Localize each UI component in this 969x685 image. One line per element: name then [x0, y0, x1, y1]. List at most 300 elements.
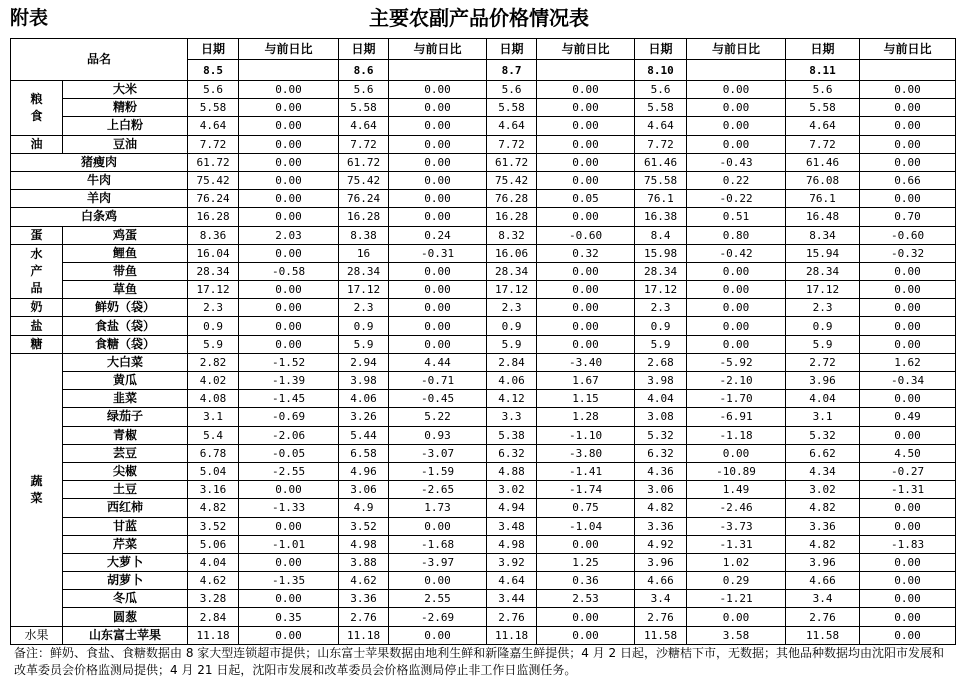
price-cell: 4.66	[635, 572, 687, 590]
date-value-header: 8.10	[635, 60, 687, 81]
change-cell: 1.28	[537, 408, 635, 426]
change-cell: 0.00	[389, 299, 487, 317]
table-row	[11, 444, 956, 462]
change-cell: 0.00	[687, 317, 786, 335]
price-cell: 3.88	[339, 553, 389, 571]
change-cell: -1.59	[389, 462, 487, 480]
price-cell: 3.92	[487, 553, 537, 571]
change-header-blank	[687, 60, 786, 81]
item-name: 鲤鱼	[63, 244, 188, 262]
change-cell: 0.00	[389, 335, 487, 353]
item-name: 食糖（袋）	[63, 335, 188, 353]
item-name: 芹菜	[63, 535, 188, 553]
change-cell: 0.00	[687, 99, 786, 117]
change-cell: 4.50	[860, 444, 956, 462]
change-cell: -0.32	[860, 244, 956, 262]
price-cell: 3.44	[487, 590, 537, 608]
item-name: 精粉	[63, 99, 188, 117]
date-column-header: 日期	[635, 39, 687, 60]
change-cell: 3.58	[687, 626, 786, 644]
price-cell: 76.08	[786, 171, 860, 189]
change-cell: 0.00	[860, 117, 956, 135]
price-cell: 4.66	[786, 572, 860, 590]
category-text: 水产品	[30, 246, 43, 295]
change-cell: 1.73	[389, 499, 487, 517]
price-cell: 76.24	[188, 190, 239, 208]
change-cell: 0.24	[389, 226, 487, 244]
price-cell: 61.46	[635, 153, 687, 171]
item-name: 尖椒	[63, 462, 188, 480]
change-cell: -2.65	[389, 481, 487, 499]
change-cell: -3.73	[687, 517, 786, 535]
price-cell: 5.9	[487, 335, 537, 353]
price-cell: 6.32	[635, 444, 687, 462]
price-cell: 5.44	[339, 426, 389, 444]
header-row-labels	[11, 39, 956, 60]
price-cell: 5.6	[786, 81, 860, 99]
change-cell: -1.01	[239, 535, 339, 553]
price-cell: 28.34	[188, 262, 239, 280]
price-cell: 5.9	[188, 335, 239, 353]
change-cell: 0.00	[860, 335, 956, 353]
price-cell: 4.62	[188, 572, 239, 590]
category-text: 盐	[30, 318, 43, 333]
table-row	[11, 135, 956, 153]
price-cell: 3.28	[188, 590, 239, 608]
change-cell: 0.00	[239, 153, 339, 171]
change-column-header: 与前日比	[860, 39, 956, 60]
item-name: 胡萝卜	[63, 572, 188, 590]
change-cell: 0.00	[860, 299, 956, 317]
price-cell: 3.36	[786, 517, 860, 535]
table-row	[11, 426, 956, 444]
price-cell: 4.98	[339, 535, 389, 553]
price-cell: 4.96	[339, 462, 389, 480]
table-row	[11, 517, 956, 535]
price-cell: 61.72	[188, 153, 239, 171]
price-cell: 4.82	[188, 499, 239, 517]
change-cell: 0.00	[537, 317, 635, 335]
category-label	[11, 353, 63, 626]
change-cell: 0.00	[239, 590, 339, 608]
change-cell: -0.42	[687, 244, 786, 262]
price-cell: 16	[339, 244, 389, 262]
category-label	[11, 626, 63, 644]
change-cell: -0.34	[860, 372, 956, 390]
change-cell: -2.10	[687, 372, 786, 390]
price-cell: 5.9	[786, 335, 860, 353]
price-cell: 75.58	[635, 171, 687, 189]
price-cell: 17.12	[188, 281, 239, 299]
change-cell: 0.00	[860, 572, 956, 590]
price-cell: 2.84	[487, 353, 537, 371]
item-name: 牛肉	[11, 171, 188, 189]
price-cell: 7.72	[786, 135, 860, 153]
price-cell: 11.58	[786, 626, 860, 644]
price-cell: 5.4	[188, 426, 239, 444]
price-cell: 76.28	[487, 190, 537, 208]
table-row	[11, 153, 956, 171]
change-cell: 2.03	[239, 226, 339, 244]
change-cell: 0.35	[239, 608, 339, 626]
change-cell: 0.00	[687, 117, 786, 135]
change-cell: 0.00	[860, 81, 956, 99]
table-row	[11, 226, 956, 244]
change-cell: -0.22	[687, 190, 786, 208]
price-cell: 4.82	[635, 499, 687, 517]
table-body	[11, 81, 956, 645]
price-cell: 2.3	[188, 299, 239, 317]
price-cell: 61.72	[339, 153, 389, 171]
change-cell: 0.36	[537, 572, 635, 590]
table-row	[11, 262, 956, 280]
change-cell: 0.75	[537, 499, 635, 517]
item-name: 羊肉	[11, 190, 188, 208]
price-cell: 2.68	[635, 353, 687, 371]
change-cell: -0.45	[389, 390, 487, 408]
change-cell: 0.00	[537, 153, 635, 171]
price-cell: 75.42	[339, 171, 389, 189]
price-cell: 16.28	[339, 208, 389, 226]
change-cell: 0.00	[239, 99, 339, 117]
item-name: 白条鸡	[11, 208, 188, 226]
price-cell: 4.64	[487, 117, 537, 135]
table-row	[11, 372, 956, 390]
price-cell: 2.3	[339, 299, 389, 317]
change-cell: 0.00	[860, 499, 956, 517]
price-cell: 4.06	[487, 372, 537, 390]
change-cell: 0.00	[389, 190, 487, 208]
change-cell: -3.97	[389, 553, 487, 571]
change-cell: 4.44	[389, 353, 487, 371]
price-cell: 4.64	[188, 117, 239, 135]
change-cell: 0.00	[537, 81, 635, 99]
change-cell: 0.29	[687, 572, 786, 590]
price-cell: 76.1	[635, 190, 687, 208]
date-value-header: 8.6	[339, 60, 389, 81]
price-cell: 5.58	[339, 99, 389, 117]
change-cell: 1.25	[537, 553, 635, 571]
price-cell: 5.38	[487, 426, 537, 444]
change-cell: 0.00	[687, 135, 786, 153]
item-name: 山东富士苹果	[63, 626, 188, 644]
change-cell: 0.00	[687, 299, 786, 317]
change-cell: -10.89	[687, 462, 786, 480]
table-row	[11, 590, 956, 608]
change-cell: 0.00	[239, 517, 339, 535]
category-text: 糖	[30, 336, 43, 351]
price-cell: 8.34	[786, 226, 860, 244]
change-cell: 0.80	[687, 226, 786, 244]
price-cell: 3.02	[786, 481, 860, 499]
price-cell: 2.76	[487, 608, 537, 626]
change-cell: 0.00	[239, 244, 339, 262]
change-cell: -2.55	[239, 462, 339, 480]
change-cell: -1.39	[239, 372, 339, 390]
price-cell: 2.76	[339, 608, 389, 626]
change-cell: 0.00	[860, 390, 956, 408]
change-cell: 0.00	[239, 317, 339, 335]
price-cell: 4.12	[487, 390, 537, 408]
price-cell: 16.48	[786, 208, 860, 226]
price-cell: 4.92	[635, 535, 687, 553]
table-row	[11, 317, 956, 335]
change-cell: 0.00	[860, 281, 956, 299]
change-cell: -0.58	[239, 262, 339, 280]
change-cell: 0.00	[389, 81, 487, 99]
table-row	[11, 499, 956, 517]
item-name: 大米	[63, 81, 188, 99]
price-cell: 5.58	[188, 99, 239, 117]
item-name: 青椒	[63, 426, 188, 444]
change-cell: 0.00	[389, 171, 487, 189]
price-cell: 4.64	[786, 117, 860, 135]
change-cell: 0.00	[537, 335, 635, 353]
category-label	[11, 226, 63, 244]
price-cell: 16.04	[188, 244, 239, 262]
item-name: 上白粉	[63, 117, 188, 135]
table-row	[11, 99, 956, 117]
price-cell: 61.46	[786, 153, 860, 171]
change-cell: 0.00	[239, 281, 339, 299]
price-cell: 11.18	[339, 626, 389, 644]
price-cell: 2.84	[188, 608, 239, 626]
change-cell: 0.00	[239, 481, 339, 499]
price-cell: 4.06	[339, 390, 389, 408]
item-name: 黄瓜	[63, 372, 188, 390]
change-cell: 0.00	[389, 517, 487, 535]
price-cell: 5.58	[635, 99, 687, 117]
change-cell: -1.35	[239, 572, 339, 590]
change-cell: 1.62	[860, 353, 956, 371]
price-cell: 28.34	[635, 262, 687, 280]
price-cell: 3.02	[487, 481, 537, 499]
change-cell: -2.69	[389, 608, 487, 626]
price-cell: 5.6	[188, 81, 239, 99]
price-cell: 8.38	[339, 226, 389, 244]
category-text: 粮食	[30, 91, 43, 123]
date-value-header: 8.5	[188, 60, 239, 81]
table-row	[11, 117, 956, 135]
price-cell: 4.36	[635, 462, 687, 480]
category-label	[11, 335, 63, 353]
change-cell: 0.00	[860, 99, 956, 117]
change-cell: -0.27	[860, 462, 956, 480]
price-cell: 2.76	[786, 608, 860, 626]
price-cell: 3.4	[635, 590, 687, 608]
category-text: 蛋	[30, 227, 43, 242]
price-cell: 5.04	[188, 462, 239, 480]
category-text: 油	[30, 136, 43, 151]
price-cell: 4.08	[188, 390, 239, 408]
price-cell: 28.34	[339, 262, 389, 280]
price-cell: 61.72	[487, 153, 537, 171]
change-cell: 0.00	[239, 135, 339, 153]
change-cell: 0.00	[389, 153, 487, 171]
price-cell: 0.9	[188, 317, 239, 335]
category-label	[11, 135, 63, 153]
price-cell: 8.32	[487, 226, 537, 244]
change-cell: 0.00	[537, 262, 635, 280]
appendix-label: 附表	[10, 7, 49, 29]
change-cell: -1.18	[687, 426, 786, 444]
change-cell: 0.00	[537, 208, 635, 226]
change-column-header: 与前日比	[389, 39, 487, 60]
price-cell: 3.16	[188, 481, 239, 499]
price-cell: 4.94	[487, 499, 537, 517]
change-cell: 0.00	[239, 335, 339, 353]
change-cell: 0.00	[537, 299, 635, 317]
change-cell: 0.00	[389, 626, 487, 644]
price-cell: 3.4	[786, 590, 860, 608]
price-cell: 6.58	[339, 444, 389, 462]
change-cell: -2.46	[687, 499, 786, 517]
price-cell: 0.9	[339, 317, 389, 335]
price-cell: 5.9	[339, 335, 389, 353]
price-cell: 3.48	[487, 517, 537, 535]
price-cell: 8.36	[188, 226, 239, 244]
price-cell: 5.58	[487, 99, 537, 117]
change-cell: 0.00	[860, 553, 956, 571]
price-cell: 2.72	[786, 353, 860, 371]
change-cell: 0.00	[537, 117, 635, 135]
category-label	[11, 81, 63, 136]
price-cell: 28.34	[786, 262, 860, 280]
change-cell: -6.91	[687, 408, 786, 426]
change-cell: 0.00	[239, 553, 339, 571]
table-row	[11, 462, 956, 480]
change-cell: -0.60	[537, 226, 635, 244]
price-cell: 7.72	[188, 135, 239, 153]
price-cell: 5.9	[635, 335, 687, 353]
price-cell: 75.42	[487, 171, 537, 189]
change-cell: 0.00	[389, 99, 487, 117]
change-cell: -1.41	[537, 462, 635, 480]
change-cell: -0.71	[389, 372, 487, 390]
change-cell: 0.00	[537, 608, 635, 626]
price-cell: 2.94	[339, 353, 389, 371]
change-cell: -1.68	[389, 535, 487, 553]
item-name: 草鱼	[63, 281, 188, 299]
price-cell: 3.98	[339, 372, 389, 390]
table-header	[11, 39, 956, 81]
change-cell: 0.00	[860, 317, 956, 335]
price-cell: 0.9	[786, 317, 860, 335]
price-cell: 4.82	[786, 499, 860, 517]
price-cell: 3.1	[188, 408, 239, 426]
change-cell: -1.70	[687, 390, 786, 408]
table-row	[11, 572, 956, 590]
change-cell: -3.40	[537, 353, 635, 371]
price-cell: 2.76	[635, 608, 687, 626]
change-header-blank	[239, 60, 339, 81]
change-cell: 0.00	[860, 190, 956, 208]
change-cell: 1.15	[537, 390, 635, 408]
price-cell: 4.64	[635, 117, 687, 135]
change-cell: -1.10	[537, 426, 635, 444]
item-name: 大白菜	[63, 353, 188, 371]
price-cell: 11.58	[635, 626, 687, 644]
table-row	[11, 553, 956, 571]
change-cell: -1.83	[860, 535, 956, 553]
change-cell: 0.00	[537, 281, 635, 299]
price-cell: 16.06	[487, 244, 537, 262]
price-cell: 6.62	[786, 444, 860, 462]
price-cell: 17.12	[487, 281, 537, 299]
change-cell: 0.66	[860, 171, 956, 189]
change-cell: 0.00	[537, 171, 635, 189]
table-row	[11, 408, 956, 426]
change-cell: -2.06	[239, 426, 339, 444]
table-row	[11, 208, 956, 226]
change-cell: 0.00	[860, 153, 956, 171]
change-cell: 0.00	[687, 281, 786, 299]
change-cell: -5.92	[687, 353, 786, 371]
price-cell: 15.94	[786, 244, 860, 262]
price-cell: 11.18	[188, 626, 239, 644]
change-cell: 0.00	[687, 81, 786, 99]
price-cell: 4.64	[487, 572, 537, 590]
change-cell: -1.31	[687, 535, 786, 553]
item-name: 绿茄子	[63, 408, 188, 426]
change-cell: 2.55	[389, 590, 487, 608]
change-header-blank	[860, 60, 956, 81]
price-cell: 15.98	[635, 244, 687, 262]
price-cell: 4.82	[786, 535, 860, 553]
change-cell: 1.02	[687, 553, 786, 571]
table-row	[11, 190, 956, 208]
price-cell: 4.98	[487, 535, 537, 553]
change-cell: 0.51	[687, 208, 786, 226]
date-value-header: 8.7	[487, 60, 537, 81]
category-text: 水果	[24, 627, 49, 642]
date-column-header: 日期	[786, 39, 860, 60]
price-cell: 5.6	[339, 81, 389, 99]
change-cell: 5.22	[389, 408, 487, 426]
price-cell: 7.72	[487, 135, 537, 153]
date-value-header: 8.11	[786, 60, 860, 81]
change-cell: 0.00	[389, 135, 487, 153]
change-cell: -3.07	[389, 444, 487, 462]
change-column-header: 与前日比	[687, 39, 786, 60]
change-cell: -0.05	[239, 444, 339, 462]
price-cell: 4.9	[339, 499, 389, 517]
table-row	[11, 281, 956, 299]
change-cell: 0.00	[239, 171, 339, 189]
change-header-blank	[537, 60, 635, 81]
price-cell: 4.88	[487, 462, 537, 480]
price-cell: 4.04	[786, 390, 860, 408]
price-cell: 17.12	[786, 281, 860, 299]
change-cell: 0.00	[239, 81, 339, 99]
date-column-header: 日期	[487, 39, 537, 60]
item-name: 芸豆	[63, 444, 188, 462]
price-cell: 6.78	[188, 444, 239, 462]
price-cell: 3.3	[487, 408, 537, 426]
change-cell: 0.00	[687, 444, 786, 462]
table-row	[11, 608, 956, 626]
change-cell: 0.00	[239, 190, 339, 208]
change-cell: 0.49	[860, 408, 956, 426]
price-cell: 4.02	[188, 372, 239, 390]
item-name: 甘蓝	[63, 517, 188, 535]
change-column-header: 与前日比	[537, 39, 635, 60]
category-label	[11, 317, 63, 335]
price-cell: 76.24	[339, 190, 389, 208]
item-name: 大萝卜	[63, 553, 188, 571]
category-label	[11, 244, 63, 299]
category-label	[11, 299, 63, 317]
